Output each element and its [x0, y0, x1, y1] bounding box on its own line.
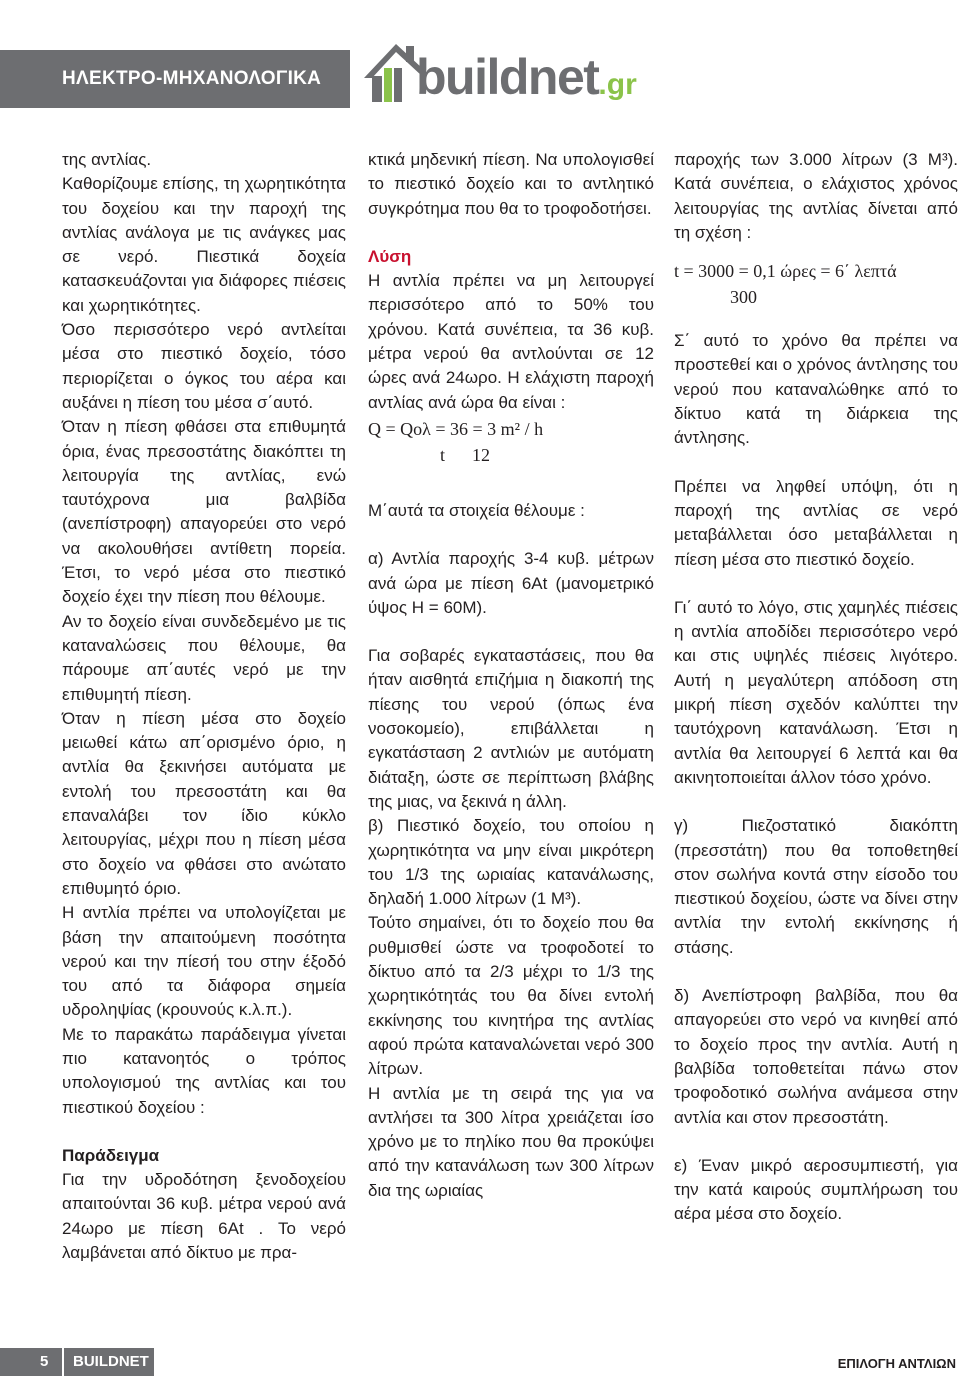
formula-denominator: 300	[730, 287, 757, 308]
page-number: 5	[40, 1353, 49, 1370]
logo-main: buildnet	[416, 49, 599, 105]
formula-denominator: t 12	[440, 444, 491, 465]
paragraph: γ) Πιεζοστατικό διακόπτη (πρεσστάτη) που θα τοποθετηθεί στον σωλήνα κοντά στην είσοδο του πιεστικού δοχείου, ώστε να δίνει στην αντλία την εντολή εκκίνησης ή στάσης.	[674, 816, 958, 957]
page-number-box	[0, 1348, 62, 1376]
logo-wordmark	[416, 49, 637, 105]
paragraph: Όταν η πίεση μέσα στο δοχείο μειωθεί κάτω απ΄ορισμένο όριο, η αντλία θα ξεκινήσει αυτόματα με εντολή του πρεσοστάτη και θα επαναλάβει τον ίδιο κύκλο λειτουργίας, μέχρι που η πίεση μέσα στο δοχείο να φθάσει στο ανώτατο επιθυμητό όριο.	[62, 708, 346, 898]
solution-heading: Λύση	[368, 246, 412, 266]
footer-section-title: ΕΠΙΛΟΓΗ ΑΝΤΛΙΩΝ	[837, 1356, 956, 1371]
paragraph: Όσο περισσότερο νερό αντλείται μέσα στο πιεστικό δοχείο, τόσο περιορίζεται ο όγκος του αέρα και αυξάνει η πίεση του μέσα σ΄αυτό.	[62, 320, 346, 412]
time-formula	[674, 245, 958, 329]
paragraph: Μ΄αυτά τα στοιχεία θέλουμε :	[368, 500, 585, 520]
paragraph: δ) Ανεπίστροφη βαλβίδα, που θα απαγορεύει στο νερό να κινηθεί από το δοχείο προς την αντλία. Αυτή η βαλβίδα τοποθετείται πάνω στον τροφοδοτικό σωλήνα ανάμεσα στην αντλία και στον πρεσοστάτη.	[674, 986, 958, 1127]
formula-numerator: t = 3000 = 0,1 ώρες = 6΄ λεπτά	[674, 261, 897, 282]
paragraph: Σ΄ αυτό το χρόνο θα πρέπει να προστεθεί και ο χρόνος άντλησης του νερού που καταναλώθηκε από το δίκτυο κατά τη διάρκεια της άντλησης.	[674, 331, 958, 448]
paragraph: Η αντλία πρέπει να μη λειτουργεί περισσότερο από το 50% του χρόνου. Κατά συνέπεια, τα 36 κυβ. μέτρα νερού θα αντλούνται σε 12 ώρες ανά 24ωρο. Η ελάχιστη παροχή αντλίας ανά ώρα θα είναι :	[368, 271, 654, 412]
paragraph: Με το παρακάτω παράδειγμα γίνεται πιο κατανοητός ο τρόπος υπολογισμού της αντλίας και του πιεστικού δοχείου :	[62, 1024, 346, 1117]
buildnet-logo[interactable]	[360, 38, 660, 108]
paragraph: β) Πιεστικό δοχείο, του οποίου η χωρητικότητα να μην είναι μικρότερη του 1/3 της ωριαίας κατανάλωσης, δηλαδή 1.000 λίτρων (1 M³).	[368, 816, 654, 909]
example-heading: Παράδειγμα	[62, 1145, 160, 1165]
formula-numerator: Q = Qολ = 36 = 3 m² / h	[368, 418, 544, 439]
column-3	[674, 148, 958, 1227]
paragraph: Αν το δοχείο είναι συνδεδεμένο με τις καταναλώσεις που θέλουμε, θα πάρουμε απ΄αυτές νερό με την επιθυμητή πίεση.	[62, 611, 346, 704]
section-title: ΗΛΕΚΤΡΟ-ΜΗΧΑΝΟΛΟΓΙΚΑ	[62, 68, 322, 89]
paragraph: της αντλίας.	[62, 150, 152, 169]
logo-suffix: .gr	[598, 68, 637, 101]
paragraph: α) Αντλία παροχής 3-4 κυβ. μέτρων ανά ώρα με πίεση 6At (μανομετρικό ύψος H = 60M).	[368, 549, 654, 617]
paragraph: κτικά μηδενική πίεση. Να υπολογισθεί το πιεστικό δοχείο και το αντλητικό συγκρότημα που θα το τροφοδοτήσει.	[368, 150, 654, 218]
flow-formula	[368, 415, 654, 475]
column-1	[62, 148, 346, 1265]
paragraph: Η αντλία πρέπει να υπολογίζεται με βάση την απαιτούμενη ποσότητα νερού και την πίεσή του στην έξοδό του από τα διάφορα σημεία υδροληψίας (κρουνούς κ.λ.π.).	[62, 903, 346, 1020]
paragraph: Για σοβαρές εγκαταστάσεις, που θα ήταν αισθητά επιζήμια η διακοπή της πίεσης του νερού (όπως ένα νοσοκομείο), επιβάλλεται η εγκατάσταση 2 αντλιών με αυτόματη διάταξη, ώστε σε περίπτωση βλάβης της μιας, να ξεκινά η άλλη.	[368, 646, 654, 811]
paragraph: ε) Έναν μικρό αεροσυμπιεστή, για την κατά καιρούς συμπλήρωση του αέρα μέσα στο δοχείο.	[674, 1155, 958, 1224]
paragraph: Πρέπει να ληφθεί υπόψη, ότι η παροχή της αντλίας σε νερό μεταβάλλεται όσο μεταβάλλεται η πίεση μέσα στο πιεστικό δοχείο.	[674, 476, 958, 569]
paragraph: Γι΄ αυτό το λόγο, στις χαμηλές πιέσεις η αντλία αποδίδει περισσότερο νερό και στις υψηλές πιέσεις λιγότερο. Αυτή η μεγαλύτερη απόδοση στη μικρή πίεση σχεδόν καλύπτει την ταυτόχρονη κατανάλωση. Έτσι η αντλία θα λειτουργεί 6 λεπτά και θα ακινητοποιείται άλλον τόσο χρόνο.	[674, 597, 958, 787]
paragraph: Καθορίζουμε επίσης, τη χωρητικότητα του δοχείου και την παροχή της αντλίας ανάλογα με τις ανάγκες μας σε νερό. Πιεστικά δοχεία κατασκευάζονται για διάφορες πιέσεις και χωρητικότητες.	[62, 174, 346, 315]
paragraph: Για την υδροδότηση ξενοδοχείου απαιτούνται 36 κυβ. μέτρα νερού ανά 24ωρο με πίεση 6At . Το νερό λαμβάνεται από δίκτυο με πρα-	[62, 1170, 346, 1263]
paragraph: Τούτο σημαίνει, ότι το δοχείο που θα ρυθμισθεί ώστε να τροφοδοτεί το δίκτυο από τα 2/3 μέχρι το 1/3 της χωρητικότητάς του θα δίνει εντολή εκκίνησης του κινητήρα της αντλίας αφού πρώτα καταναλώνεται νερό 300 λίτρων.	[368, 913, 654, 1079]
paragraph: Όταν η πίεση φθάσει στα επιθυμητά όρια, ένας πρεσοστάτης διακόπτει τη λειτουργία της αντλίας, ενώ ταυτόχρονα μια βαλβίδα (ανεπίστροφη) απαγορεύει στο νερό να ακολουθήσει αντίθετη πορεία. Έτσι, το νερό μέσα στο πιεστικό δοχείο έχει την πίεση που θέλουμε.	[62, 417, 346, 607]
footer-brand: BUILDNET	[73, 1353, 149, 1370]
paragraph: παροχής των 3.000 λίτρων (3 M³). Κατά συνέπεια, ο ελάχιστος χρόνος λειτουργίας της αντλίας δίνεται από τη σχέση :	[674, 150, 958, 242]
column-2	[368, 148, 654, 1203]
page-footer	[0, 1348, 960, 1381]
paragraph: Η αντλία με τη σειρά της για να αντλήσει τα 300 λίτρα χρειάζεται ίσο χρόνο με το πηλίκο που θα προκύψει από την κατανάλωση των 300 λίτρων δια της ωριαίας	[368, 1083, 654, 1200]
